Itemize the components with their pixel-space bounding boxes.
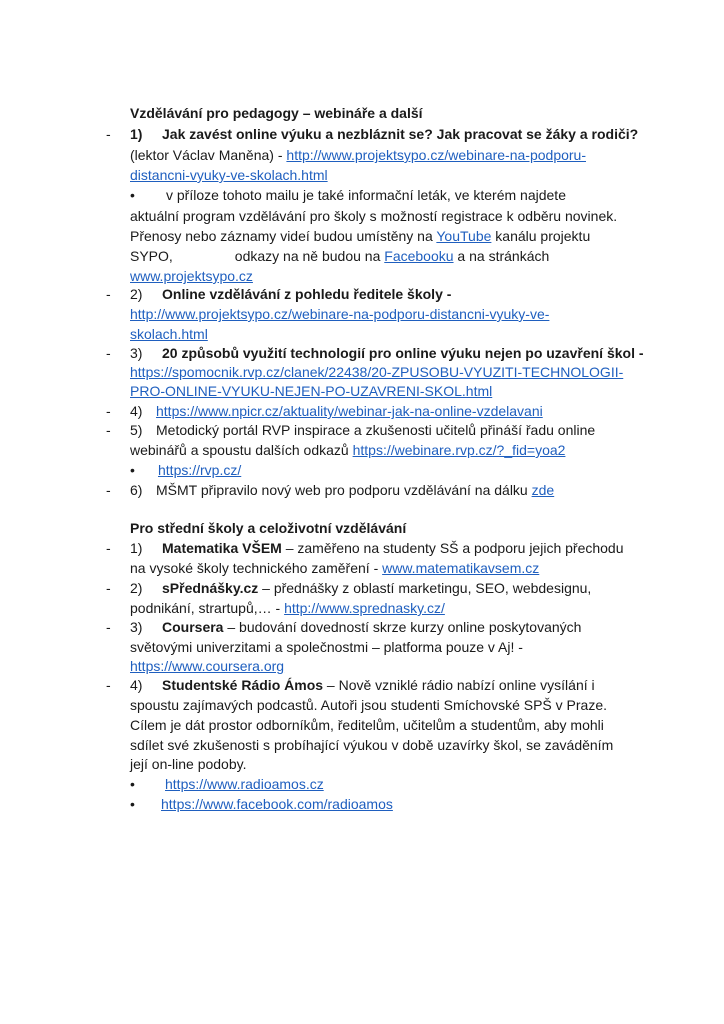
- bullet: •: [130, 796, 135, 812]
- item-text: MŠMT připravilo nový web pro podporu vzdělávání na dálku: [156, 482, 532, 498]
- item-link[interactable]: PRO-ONLINE-VYUKU-NEJEN-PO-UZAVRENI-SKOL.html: [130, 383, 493, 399]
- radioamos-link[interactable]: https://www.radioamos.cz: [165, 776, 324, 792]
- list-dash: -: [106, 345, 111, 361]
- list-dash: -: [106, 482, 111, 498]
- item-link[interactable]: https://spomocnik.rvp.cz/clanek/22438/20-ZPUSOBU-VYUZITI-TECHNOLOGII-: [130, 364, 624, 380]
- note-line: [130, 226, 590, 246]
- item-number: 4): [130, 403, 143, 419]
- item-text: Metodický portál RVP inspirace a zkušenosti učitelů přináší řadu online: [156, 422, 596, 438]
- list-dash: -: [106, 286, 111, 302]
- item-text: podnikání, strartupů,… -: [130, 600, 285, 616]
- list-item-line: sdílet své zkušenosti s probíhající výukou v době uzavírky škol, se zaváděním: [130, 737, 614, 753]
- facebook-link[interactable]: Facebooku: [384, 248, 454, 264]
- item-link[interactable]: distancni-vyuky-ve-skolach.html: [130, 167, 328, 183]
- note-text: Přenosy nebo záznamy videí budou umístěny na: [130, 228, 437, 244]
- list-item: [130, 343, 644, 363]
- note-line: aktuální program vzdělávání pro školy s možností registrace k odběru novinek.: [130, 208, 618, 224]
- item-link[interactable]: http://www.projektsypo.cz/webinare-na-podporu-: [286, 147, 586, 163]
- section-title: Vzdělávání pro pedagogy – webináře a další: [130, 105, 423, 121]
- item-title: Online vzdělávání z pohledu ředitele školy -: [162, 286, 452, 302]
- bullet: •: [130, 776, 135, 792]
- note-text: a na stránkách: [453, 248, 550, 264]
- item-number: 6): [130, 482, 143, 498]
- list-item: [130, 538, 624, 558]
- note-line: [130, 246, 549, 266]
- item-number: 3): [130, 345, 143, 361]
- list-item-line: [161, 794, 393, 814]
- note-text: odkazy na ně budou na: [234, 248, 385, 264]
- item-number: 4): [130, 677, 143, 693]
- list-item-line: [130, 304, 549, 324]
- list-item-line: [130, 324, 208, 344]
- list-item: [130, 284, 451, 304]
- list-item-line: světovými univerzitami a společnostmi – platforma pouze v Aj! -: [130, 639, 523, 655]
- item-link[interactable]: https://www.coursera.org: [130, 658, 285, 674]
- item-title: Coursera: [162, 619, 224, 635]
- item-title: 20 způsobů využití technologií pro online výuku nejen po uzavření škol -: [162, 345, 644, 361]
- item-link[interactable]: https://www.npicr.cz/aktuality/webinar-jak-na-online-vzdelavani: [156, 403, 543, 419]
- note-text: kanálu projektu: [491, 228, 591, 244]
- list-item-line: její on-line podoby.: [130, 756, 247, 772]
- item-text: na vysoké školy technického zaměření -: [130, 560, 383, 576]
- section-title: Pro střední školy a celoživotní vzdělávání: [130, 520, 407, 536]
- list-item-line: [130, 558, 539, 578]
- list-item: [130, 124, 638, 144]
- list-item-line: [130, 656, 284, 676]
- list-item: [130, 420, 595, 440]
- item-link[interactable]: http://www.sprednasky.cz/: [284, 600, 445, 616]
- item-number: 1): [130, 126, 143, 142]
- list-item-line: [130, 598, 445, 618]
- note-line: [130, 266, 253, 286]
- item-title: Jak zavést online výuku a nezbláznit se? Jak pracovat se žáky a rodiči?: [162, 126, 639, 142]
- list-item-line: [130, 440, 565, 460]
- list-item: [130, 480, 554, 500]
- list-item: [130, 578, 591, 598]
- list-item: [130, 675, 595, 695]
- bullet: •: [130, 462, 135, 478]
- projektsypo-link[interactable]: www.projektsypo.cz: [130, 268, 253, 284]
- item-text: webinářů a spoustu dalších odkazů: [130, 442, 353, 458]
- list-item-line: Cílem je dát prostor odborníkům, ředitelům, učitelům a studentům, aby mohli: [130, 717, 604, 733]
- item-number: 2): [130, 580, 143, 596]
- item-number: 1): [130, 540, 143, 556]
- rvp-link[interactable]: https://rvp.cz/: [158, 462, 242, 478]
- list-item-line: [158, 460, 241, 480]
- item-title: sPřednášky.cz: [162, 580, 259, 596]
- bullet: •: [130, 187, 135, 203]
- list-item: [130, 401, 543, 421]
- list-dash: -: [106, 422, 111, 438]
- item-title: Matematika VŠEM: [162, 540, 282, 556]
- item-link[interactable]: https://webinare.rvp.cz/?_fid=yoa2: [352, 442, 566, 458]
- item-number: 3): [130, 619, 143, 635]
- item-title: Studentské Rádio Ámos: [162, 677, 324, 693]
- list-dash: -: [106, 580, 111, 596]
- list-dash: -: [106, 677, 111, 693]
- youtube-link[interactable]: YouTube: [436, 228, 492, 244]
- item-link[interactable]: http://www.projektsypo.cz/webinare-na-podporu-distancni-vyuky-ve-: [130, 306, 550, 322]
- list-item-line: [130, 362, 623, 382]
- list-item-line: [130, 165, 328, 185]
- item-link[interactable]: www.matematikavsem.cz: [382, 560, 540, 576]
- list-item-line: [130, 145, 586, 165]
- list-item-line: [165, 774, 324, 794]
- facebook-radioamos-link[interactable]: https://www.facebook.com/radioamos: [161, 796, 393, 812]
- item-text: (lektor Václav Maněna) -: [130, 147, 287, 163]
- item-number: 2): [130, 286, 143, 302]
- list-dash: -: [106, 126, 111, 142]
- item-text: – Nově vzniklé rádio nabízí online vysílání i: [323, 677, 595, 693]
- item-text: – zaměřeno na studenty SŠ a podporu jejich přechodu: [281, 540, 624, 556]
- list-dash: -: [106, 540, 111, 556]
- item-text: – přednášky z oblastí marketingu, SEO, webdesignu,: [258, 580, 592, 596]
- list-item-line: [130, 381, 492, 401]
- list-dash: -: [106, 619, 111, 635]
- item-text: – budování dovedností skrze kurzy online poskytovaných: [223, 619, 582, 635]
- note-text: SYPO,: [130, 248, 173, 264]
- list-item-line: spoustu zajímavých podcastů. Autoři jsou studenti Smíchovské SPŠ v Praze.: [130, 697, 608, 713]
- list-item: [130, 617, 581, 637]
- list-dash: -: [106, 403, 111, 419]
- zde-link[interactable]: zde: [531, 482, 555, 498]
- note-line: v příloze tohoto mailu je také informační leták, ve kterém najdete: [166, 187, 566, 203]
- item-link[interactable]: skolach.html: [130, 326, 208, 342]
- item-number: 5): [130, 422, 143, 438]
